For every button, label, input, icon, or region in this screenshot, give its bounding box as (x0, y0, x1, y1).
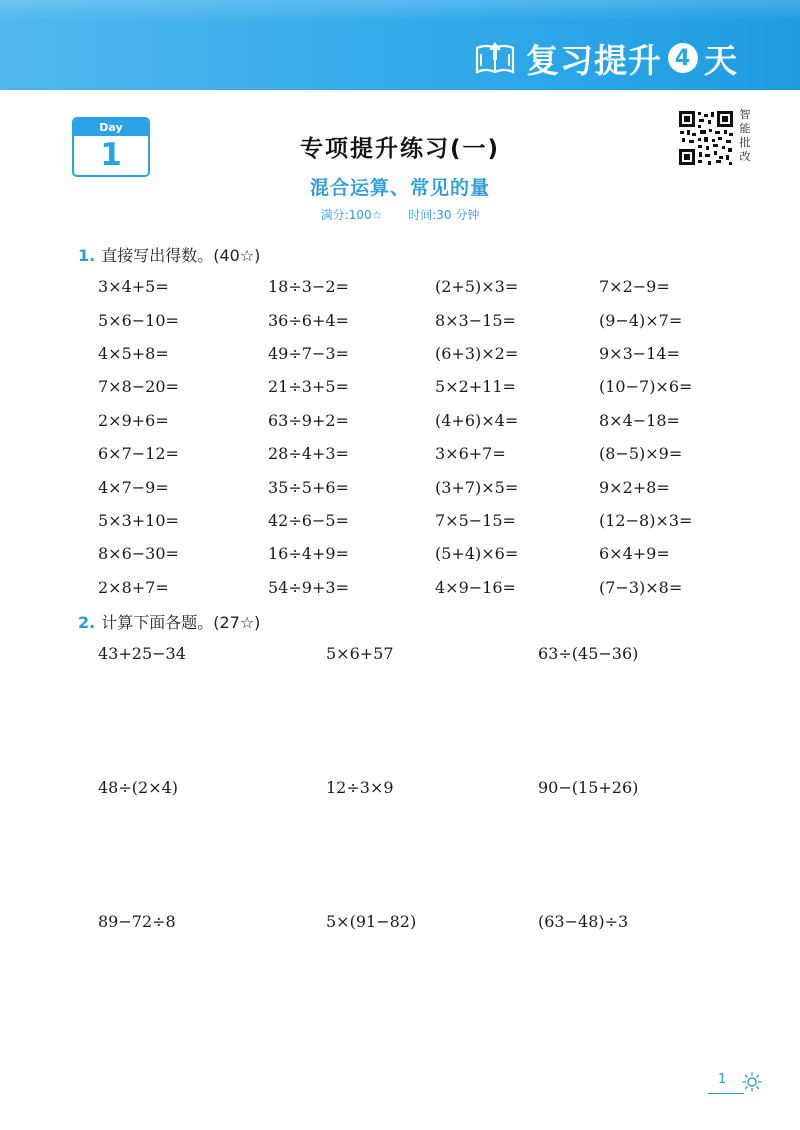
qr-caption (738, 108, 752, 164)
page-subtitle: 混合运算、常见的量 (309, 177, 490, 199)
problem: 2×8+7= (98, 577, 169, 597)
problem: 35÷5+6= (268, 477, 349, 497)
problem: 28÷4+3= (268, 444, 349, 464)
problem: 8×6−30= (98, 544, 179, 564)
problem: 49÷7−3= (268, 343, 349, 363)
problem: 21÷3+5= (268, 377, 349, 397)
problem: 6×4+9= (599, 544, 670, 564)
problem: 18÷3−2= (268, 277, 349, 297)
problem: 8×3−15= (435, 310, 516, 330)
page-number: 1 (718, 1072, 727, 1087)
banner-shine (0, 0, 800, 22)
problem: 43+25−34 (98, 644, 186, 663)
problem: (7−3)×8= (599, 577, 683, 597)
banner-title-suffix: 天 (704, 40, 738, 80)
problem: 4×5+8= (98, 343, 169, 363)
problem: 5×3+10= (98, 510, 179, 530)
problem: 8×4−18= (599, 410, 680, 430)
oral-calculation-grid (98, 270, 749, 604)
problem: 3×4+5= (98, 277, 169, 297)
section-2-number: 2. (78, 613, 96, 632)
section-2-text: 计算下面各题。(27☆) (101, 613, 261, 632)
problem: 54÷9+3= (268, 577, 349, 597)
problem: 63÷(45−36) (538, 644, 639, 663)
problem: 5×6−10= (98, 310, 179, 330)
problem: 12÷3×9 (326, 778, 394, 797)
problem: 4×7−9= (98, 477, 169, 497)
problem: (5+4)×6= (435, 544, 519, 564)
section-2-title (78, 610, 260, 633)
qr-caption-char: 能 (739, 122, 751, 135)
score-time-info (0, 206, 800, 223)
qr-caption-char: 改 (739, 150, 751, 163)
qr-code-icon[interactable] (678, 110, 734, 166)
qr-caption-char: 批 (739, 136, 751, 149)
section-1-number: 1. (78, 246, 96, 265)
sun-icon (742, 1072, 762, 1092)
problem: 9×3−14= (599, 343, 680, 363)
problem: 7×2−9= (599, 277, 670, 297)
problem: 5×2+11= (435, 377, 516, 397)
page-number-underline (708, 1093, 744, 1094)
problem: 7×8−20= (98, 377, 179, 397)
problem: (8−5)×9= (599, 444, 683, 464)
problem: (9−4)×7= (599, 310, 683, 330)
page-title: 专项提升练习(一) (299, 136, 501, 162)
problem: (6+3)×2= (435, 343, 519, 363)
problem: 4×9−16= (435, 577, 516, 597)
day-label: Day (74, 119, 148, 136)
problem: (4+6)×4= (435, 410, 519, 430)
banner-day-count: 4 (668, 43, 698, 73)
full-score: 满分:100☆ (320, 208, 383, 222)
problem: 5×6+57 (326, 644, 394, 663)
problem: 42÷6−5= (268, 510, 349, 530)
problem: 5×(91−82) (326, 912, 417, 931)
problem: 6×7−12= (98, 444, 179, 464)
problem: 7×5−15= (435, 510, 516, 530)
header-banner (0, 0, 800, 90)
problem: (12−8)×3= (599, 510, 693, 530)
problem: 89−72÷8 (98, 912, 176, 931)
banner-title-text: 复习提升 (526, 40, 662, 80)
time-limit: 时间:30 分钟 (408, 208, 480, 222)
problem: 16÷4+9= (268, 544, 349, 564)
problem: 36÷6+4= (268, 310, 349, 330)
problem: (3+7)×5= (435, 477, 519, 497)
problem: 9×2+8= (599, 477, 670, 497)
section-1-title (78, 243, 260, 266)
problem: 90−(15+26) (538, 778, 639, 797)
problem: (2+5)×3= (435, 277, 519, 297)
section-1-text: 直接写出得数。(40☆) (101, 246, 261, 265)
problem: 2×9+6= (98, 410, 169, 430)
written-calculation-grid (98, 640, 738, 1042)
problem: 48÷(2×4) (98, 778, 179, 797)
open-book-icon (474, 40, 516, 76)
qr-caption-char: 智 (739, 108, 751, 121)
problem: 63÷9+2= (268, 410, 349, 430)
problem: (10−7)×6= (599, 377, 693, 397)
day-number: 1 (100, 137, 122, 173)
problem: (63−48)÷3 (538, 912, 629, 931)
banner-title (474, 36, 738, 80)
problem: 3×6+7= (435, 444, 506, 464)
